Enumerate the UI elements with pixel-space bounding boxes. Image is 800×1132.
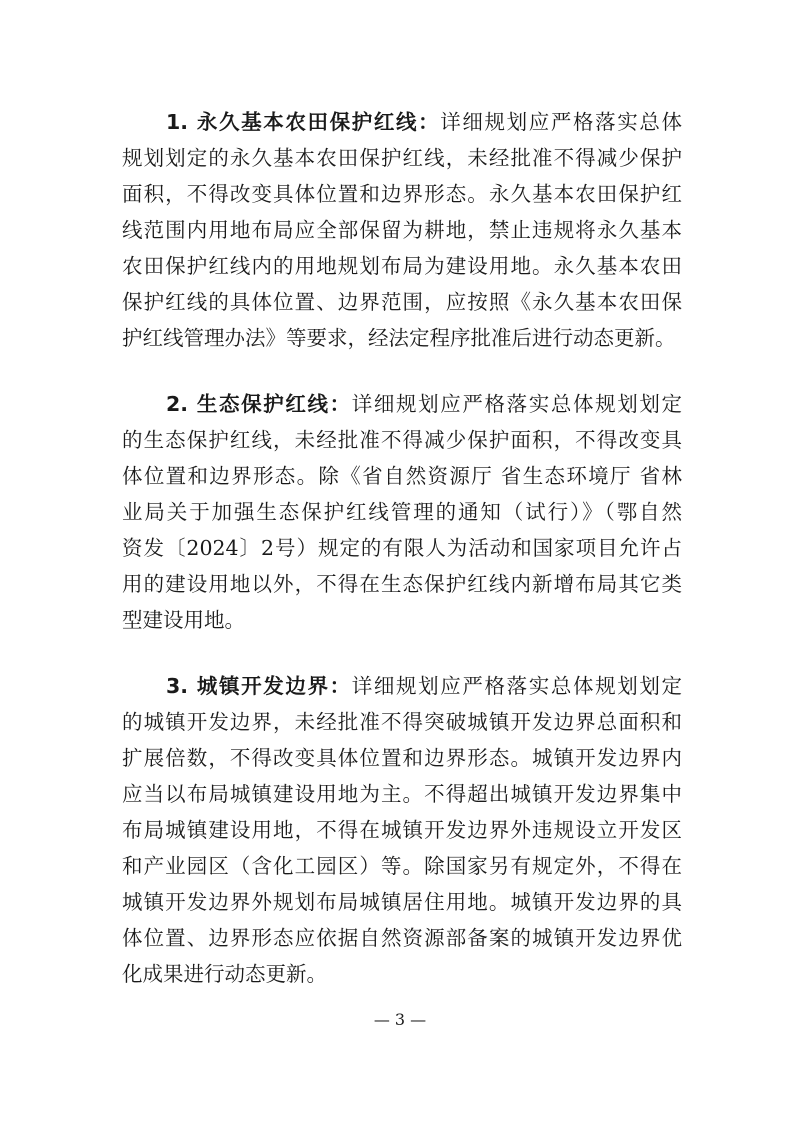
section-3-line-3: 扩展倍数，不得改变具体位置和边界形态。城镇开发边界内 — [122, 746, 682, 770]
section-2-line-5: 资发〔2024〕2号）规定的有限人为活动和国家项目允许占 — [122, 536, 682, 560]
section-2-line-2: 的生态保护红线，未经批准不得减少保护面积，不得改变具 — [122, 428, 682, 452]
section-1-line-5: 农田保护红线内的用地规划布局为建设用地。永久基本农田 — [122, 254, 682, 278]
section-2-line-3: 体位置和边界形态。除《省自然资源厅 省生态环境厅 省林 — [122, 464, 682, 488]
section-2-line-6: 用的建设用地以外，不得在生态保护红线内新增布局其它类 — [122, 572, 682, 596]
section-2-line-1 — [166, 386, 682, 422]
section-3-line-8: 体位置、边界形态应依据自然资源部备案的城镇开发边界优 — [122, 926, 682, 950]
section-1-line-3: 面积，不得改变具体位置和边界形态。永久基本农田保护红 — [122, 182, 682, 206]
section-2-heading: 2. 生态保护红线： — [166, 392, 352, 416]
section-2-line-7: 型建设用地。 — [122, 608, 245, 632]
section-1-line-7: 护红线管理办法》等要求，经法定程序批准后进行动态更新。 — [122, 326, 676, 350]
section-3-line-6: 和产业园区（含化工园区）等。除国家另有规定外，不得在 — [122, 854, 682, 878]
section-3-line-1 — [166, 668, 682, 704]
page-number: — 3 — — [373, 1010, 427, 1029]
section-3-text: 详细规划应严格落实总体规划划定 — [351, 674, 682, 698]
section-3-heading: 3. 城镇开发边界： — [166, 674, 352, 698]
section-3-line-5: 布局城镇建设用地，不得在城镇开发边界外违规设立开发区 — [122, 818, 682, 842]
section-3-line-9: 化成果进行动态更新。 — [122, 962, 327, 986]
section-1-line-6: 保护红线的具体位置、边界范围，应按照《永久基本农田保 — [122, 290, 682, 314]
section-2-line-4: 业局关于加强生态保护红线管理的通知（试行）》（鄂自然 — [122, 500, 682, 524]
section-1-line-2: 规划划定的永久基本农田保护红线，未经批准不得减少保护 — [122, 146, 682, 170]
section-1-line-1 — [166, 104, 682, 140]
section-3-line-4: 应当以布局城镇建设用地为主。不得超出城镇开发边界集中 — [122, 782, 682, 806]
section-1-heading: 1. 永久基本农田保护红线： — [166, 110, 441, 134]
section-2-text: 详细规划应严格落实总体规划划定 — [351, 392, 682, 416]
section-1-line-4: 线范围内用地布局应全部保留为耕地，禁止违规将永久基本 — [122, 218, 682, 242]
section-3-line-2: 的城镇开发边界，未经批准不得突破城镇开发边界总面积和 — [122, 710, 682, 734]
section-3-line-7: 城镇开发边界外规划布局城镇居住用地。城镇开发边界的具 — [122, 890, 682, 914]
section-1-text: 详细规划应严格落实总体 — [440, 110, 682, 134]
